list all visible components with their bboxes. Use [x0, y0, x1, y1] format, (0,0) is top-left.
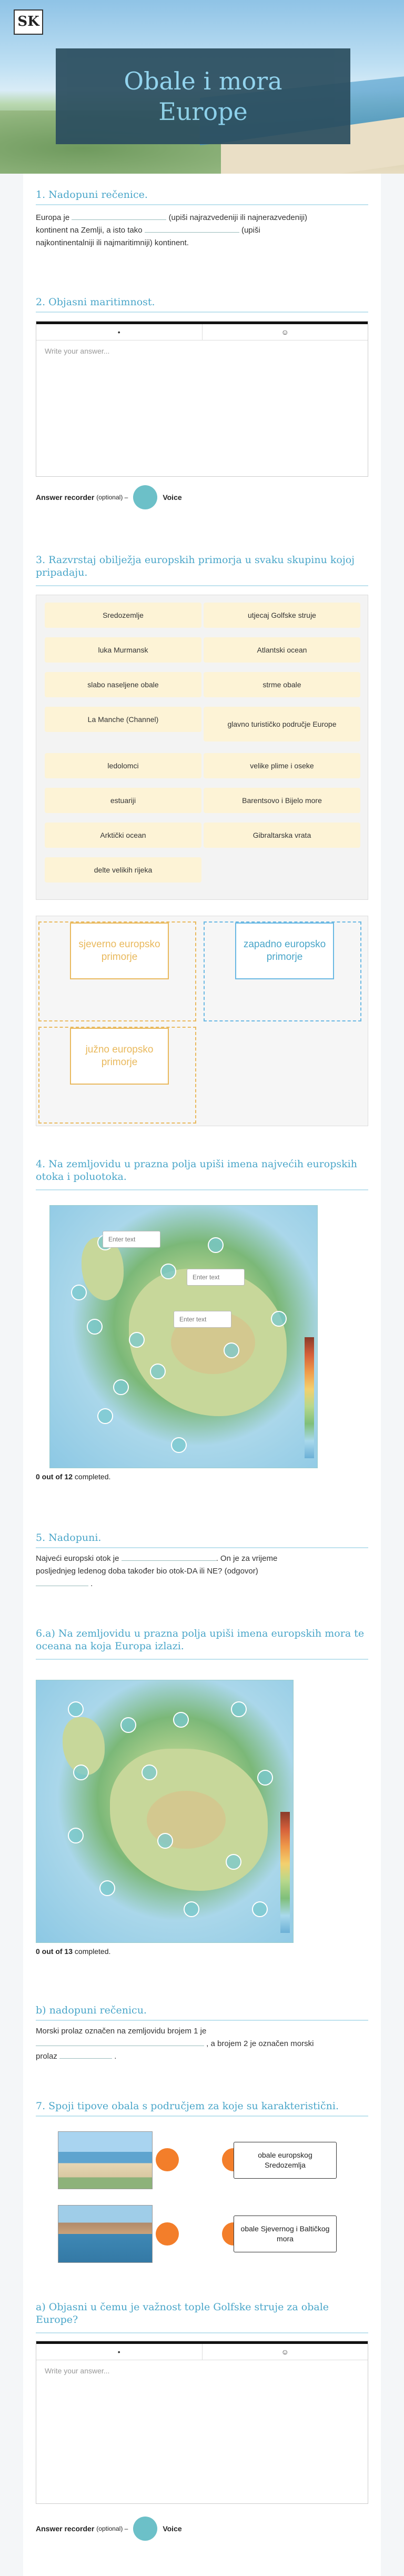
- chip[interactable]: glavno turističko područje Europe: [204, 707, 360, 741]
- section-1-title: 1. Nadopuni rečenice.: [36, 189, 148, 201]
- chip[interactable]: Atlantski ocean: [204, 637, 360, 663]
- hotspot[interactable]: [157, 1833, 173, 1849]
- map-islands: [49, 1205, 318, 1468]
- chip[interactable]: Barentsovo i Bijelo more: [204, 788, 360, 813]
- chip[interactable]: ledolomci: [45, 753, 201, 778]
- match-box: obale europskog Sredozemlja: [234, 2142, 337, 2179]
- header-photo: [0, 0, 404, 174]
- hotspot[interactable]: [113, 1379, 129, 1395]
- section-7-title: 7. Spoji tipove obala s područjem za koje su karakteristični.: [36, 2100, 339, 2112]
- map-seas: [36, 1680, 294, 1943]
- hotspot[interactable]: [73, 1765, 89, 1780]
- answer-input[interactable]: Write your answer...: [45, 347, 110, 355]
- chip-pool: [36, 595, 368, 900]
- blank-2[interactable]: [145, 224, 239, 233]
- hotspot[interactable]: [171, 1437, 187, 1453]
- drop-zones: [36, 916, 368, 1126]
- group-label-west: zapadno europsko primorje: [235, 923, 334, 979]
- answer-input[interactable]: Write your answer...: [45, 2367, 110, 2375]
- hotspot[interactable]: [68, 1828, 84, 1843]
- page-title: Obale i mora Europe: [124, 67, 282, 126]
- section-5-title: 5. Nadopuni.: [36, 1532, 102, 1543]
- blank-3[interactable]: [122, 1552, 216, 1561]
- hotspot[interactable]: [129, 1332, 145, 1348]
- section-6a-title: 6.a) Na zemljovidu u prazna polja upiši imena europskih mora te oceana na koja Europa izlazi.: [36, 1628, 365, 1652]
- answer-editor-2[interactable]: [36, 2341, 368, 2504]
- chip[interactable]: strme obale: [204, 672, 360, 697]
- match-box: obale Sjevernog i Baltičkog mora: [234, 2216, 337, 2252]
- section-3-title: 3. Razvrstaj obilježja europskih primorja u svaku skupinu kojoj pripadaju.: [36, 554, 355, 578]
- hotspot[interactable]: [120, 1717, 136, 1733]
- logo: SK: [14, 9, 43, 35]
- photo-coastal-town: [58, 2205, 153, 2263]
- progress-counter-1: 0 out of 12 completed.: [36, 1472, 111, 1481]
- answer-recorder-2: Answer recorder (optional) – Voice: [36, 2517, 182, 2541]
- blank-5[interactable]: [36, 2038, 204, 2046]
- hotspot[interactable]: [71, 1285, 87, 1300]
- chip[interactable]: luka Murmansk: [45, 637, 201, 663]
- hotspot[interactable]: [224, 1342, 239, 1358]
- record-button[interactable]: [133, 485, 157, 509]
- chip[interactable]: La Manche (Channel): [45, 707, 201, 732]
- section-5-text: Najveći europski otok je . On je za vrijeme posljednjeg ledenog doba također bio otok-DA ili NE? (odgovor) .: [36, 1552, 368, 1590]
- hotspot[interactable]: [184, 1901, 199, 1917]
- progress-counter-2: 0 out of 13 completed.: [36, 1947, 111, 1956]
- map-text-input[interactable]: Enter text: [187, 1269, 245, 1286]
- hotspot[interactable]: [231, 1701, 247, 1717]
- chip[interactable]: velike plime i oseke: [204, 753, 360, 778]
- hotspot[interactable]: [160, 1264, 176, 1279]
- record-button[interactable]: [133, 2517, 157, 2541]
- chip[interactable]: Sredozemlje: [45, 603, 201, 628]
- section-4-title: 4. Na zemljovidu u prazna polja upiši imena najvećih europskih otoka i poluotoka.: [36, 1158, 357, 1182]
- section-6b-title: b) nadopuni rečenicu.: [36, 2004, 147, 2016]
- map-text-input[interactable]: Enter text: [103, 1231, 160, 1248]
- blank-1[interactable]: [72, 212, 166, 220]
- match-point[interactable]: [156, 2148, 179, 2171]
- chip[interactable]: slabo naseljene obale: [45, 672, 201, 697]
- hotspot[interactable]: [271, 1311, 287, 1327]
- hotspot[interactable]: [150, 1364, 166, 1379]
- chip[interactable]: Gibraltarska vrata: [204, 823, 360, 848]
- group-label-south: južno europsko primorje: [70, 1028, 169, 1085]
- blank-4[interactable]: [36, 1578, 88, 1586]
- hotspot[interactable]: [68, 1701, 84, 1717]
- chip[interactable]: delte velikih rijeka: [45, 857, 201, 883]
- answer-editor-1[interactable]: [36, 321, 368, 477]
- section-7a-title: a) Objasni u čemu je važnost tople Golfske struje za obale Europe?: [36, 2301, 329, 2326]
- hotspot[interactable]: [99, 1880, 115, 1896]
- section-2-title: 2. Objasni maritimnost.: [36, 296, 155, 308]
- emoji-button[interactable]: ☺: [202, 324, 368, 340]
- answer-recorder-1: Answer recorder (optional) – Voice: [36, 485, 182, 509]
- emoji-button[interactable]: ☺: [202, 2344, 368, 2360]
- map-text-input[interactable]: Enter text: [174, 1311, 231, 1328]
- blank-6[interactable]: [59, 2050, 112, 2059]
- hotspot[interactable]: [173, 1712, 189, 1728]
- chip[interactable]: Arktički ocean: [45, 823, 201, 848]
- match-point[interactable]: [156, 2222, 179, 2246]
- hotspot[interactable]: [252, 1901, 268, 1917]
- worksheet-body: [23, 174, 381, 2576]
- bullet-button[interactable]: •: [117, 328, 120, 336]
- title-banner: [56, 48, 350, 144]
- chip[interactable]: utjecaj Golfske struje: [204, 603, 360, 628]
- hotspot[interactable]: [87, 1319, 103, 1335]
- group-label-north: sjeverno europsko primorje: [70, 923, 169, 979]
- section-6b-text: Morski prolaz označen na zemljovidu brojem 1 je , a brojem 2 je označen morski prolaz .: [36, 2027, 314, 2061]
- hotspot[interactable]: [208, 1237, 224, 1253]
- hotspot[interactable]: [226, 1854, 241, 1870]
- photo-beach: [58, 2131, 153, 2189]
- bullet-button[interactable]: •: [117, 2348, 120, 2356]
- hotspot[interactable]: [142, 1765, 157, 1780]
- hotspot[interactable]: [257, 1770, 273, 1786]
- hotspot[interactable]: [97, 1408, 113, 1424]
- section-1-text: Europa je (upiši najrazvedeniji ili najnerazvedeniji) kontinent na Zemlji, a isto tako (upiši najkontinentalniji ili najmaritimniji) kontinent.: [36, 212, 368, 249]
- chip[interactable]: estuariji: [45, 788, 201, 813]
